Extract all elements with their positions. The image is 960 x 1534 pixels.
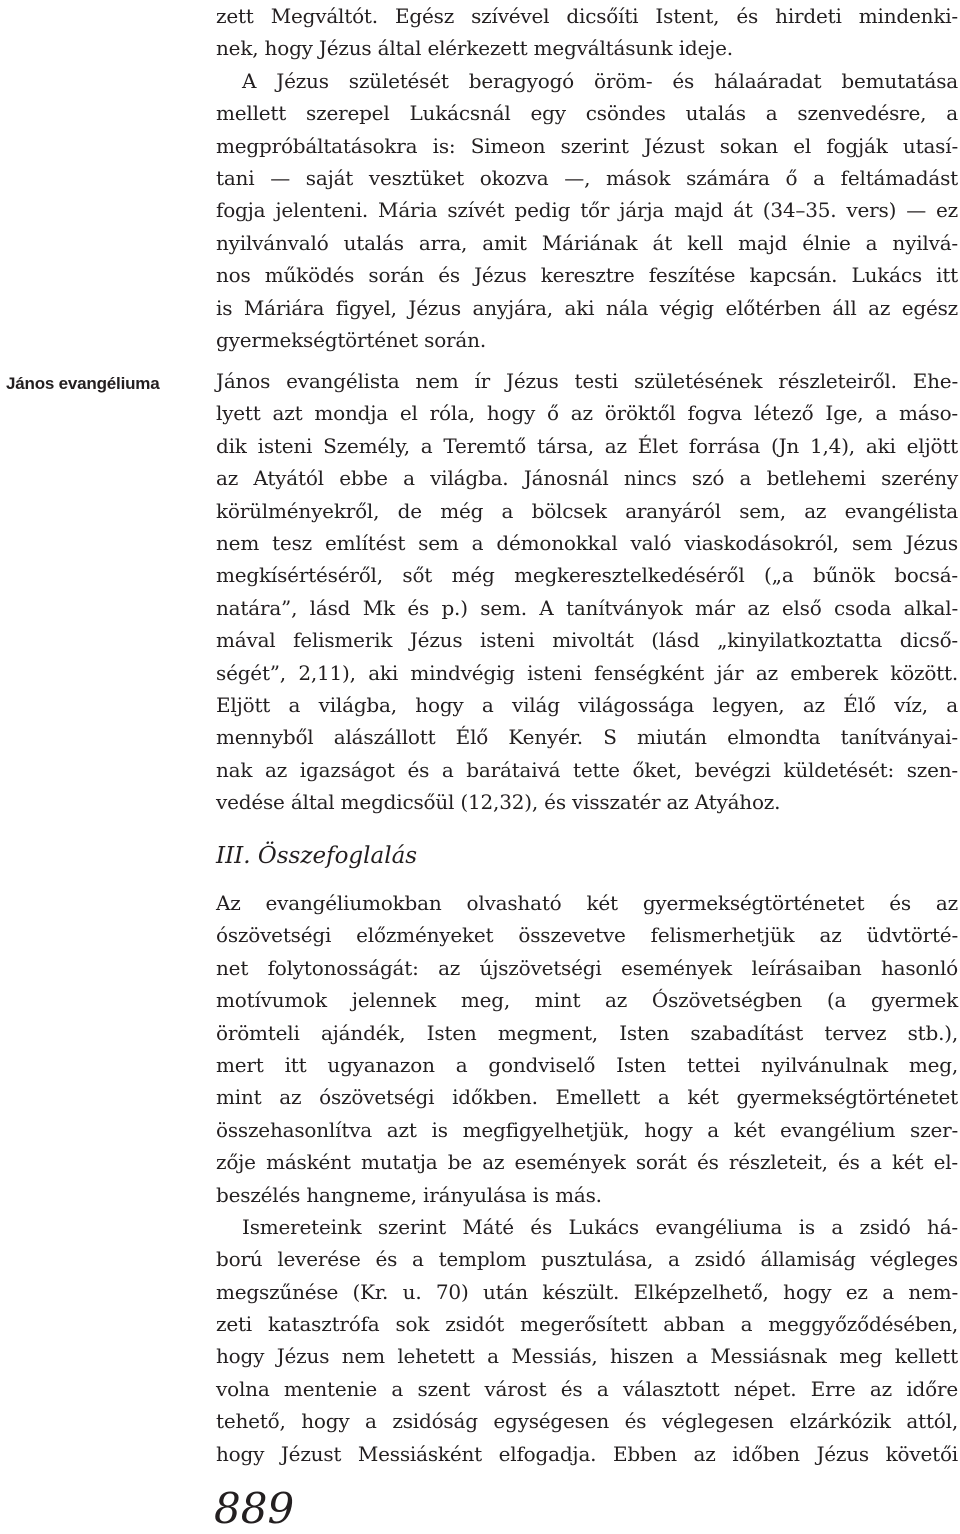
text-line: örömteli ajándék, Isten megment, Isten szabadítást tervez stb.),	[216, 1020, 958, 1045]
text-line: gyermekségtörténet során.	[216, 327, 486, 352]
text-line: zeti katasztrófa sok zsidót megerősített abban a meggyőződésében,	[216, 1312, 958, 1337]
text-line: nos működés során és Jézus keresztre feszítése kapcsán. Lukács itt	[216, 263, 958, 288]
text-line: megszűnése (Kr. u. 70) után készült. Elképzelhető, hogy ez a nem-	[216, 1279, 958, 1304]
text-line: hogy Jézust Messiásként elfogadja. Ebben az időben Jézus követői	[216, 1441, 958, 1466]
margin-heading: János evangéliuma	[6, 374, 160, 393]
text-line: A Jézus születését beragyogó öröm- és hálaáradat bemutatása	[242, 68, 958, 93]
text-line: dik isteni Személy, a Teremtő társa, az Élet forrása (Jn 1,4), aki eljött	[216, 433, 958, 458]
top-paragraphs	[216, 0, 958, 356]
text-line: mert itt ugyanazon a gondviselő Isten tettei nyilvánulnak meg,	[216, 1052, 958, 1077]
text-line: ború leverése és a templom pusztulása, a zsidó államiság végleges	[216, 1247, 958, 1272]
text-line: beszélés hangneme, irányulása is más.	[216, 1182, 602, 1207]
text-line: Az evangéliumokban olvasható két gyermekségtörténetet és az	[216, 891, 958, 915]
text-line: nem tesz említést sem a démonokkal való viaskodásokról, sem Jézus	[216, 530, 958, 555]
text-line: tani — saját vesztüket okozva —, mások számára ő a feltámadást	[216, 165, 958, 190]
text-line: megkísértéséről, sőt még megkeresztelkedéséről („a bűnök bocsá-	[216, 563, 958, 588]
text-line: megpróbáltatásokra is: Simeon szerint Jézust sokan el fogják utasí-	[216, 133, 958, 158]
text-line: ószövetségi előzményeket összevetve felismerhetjük az üdvtörté-	[216, 923, 958, 948]
text-line: is Máriára figyel, Jézus anyjára, aki nála végig előtérben áll az egész	[216, 295, 958, 320]
text-line: zője másként mutatja be az események sorát és részleteit, és a két el-	[216, 1150, 958, 1175]
text-line: fogja jelenteni. Mária szívét pedig tőr járja majd át (34–35. vers) — ez	[216, 198, 958, 223]
text-line: Ismereteink szerint Máté és Lukács evangéliuma is a zsidó há-	[242, 1214, 958, 1239]
text-line: ségét”, 2,11), aki mindvégig isteni fenségként jár az emberek között.	[216, 660, 958, 685]
section-title: III. Összefoglalás	[216, 843, 418, 869]
text-line: nak az igazságot és a barátaivá tette őket, bevégzi küldetését: szen-	[216, 757, 958, 782]
summary-paragraphs	[216, 887, 958, 1470]
text-line: volna mentenie a szent várost és a választott népet. Erre az időre	[216, 1376, 958, 1401]
text-line: tehető, hogy a zsidóság egységesen és véglegesen elzárkózik attól,	[216, 1409, 958, 1434]
text-line: motívumok jelennek meg, mint az Ószövetségben (a gyermek	[216, 988, 958, 1013]
text-line: János evangélista nem ír Jézus testi születésének részleteiről. Ehe-	[216, 369, 958, 393]
text-line: hogy Jézus nem lehetett a Messiás, hiszen a Messiásnak meg kellett	[216, 1344, 958, 1369]
john-paragraph	[216, 365, 958, 818]
text-line: mennyből alászállott Élő Kenyér. S miután elmondta tanítványai-	[216, 725, 958, 750]
text-line: Eljött a világba, hogy a világ világossága legyen, az Élő víz, a	[216, 692, 958, 717]
text-line: az Atyától ebbe a világba. Jánosnál nincs szó a betlehemi szerény	[216, 466, 958, 491]
text-line: mával felismerik Jézus isteni mivoltát (lásd „kinyilatkoztatta dicső-	[216, 628, 958, 653]
text-line: natára”, lásd Mk és p.) sem. A tanítványok már az első csoda alkal-	[216, 595, 958, 620]
text-line: mint az ószövetségi időkben. Emellett a két gyermekségtörténetet	[216, 1085, 958, 1110]
text-line: nyilvánvaló utalás arra, amit Máriának át kell majd élnie a nyilvá-	[216, 230, 958, 255]
text-line: nek, hogy Jézus által elérkezett megváltásunk ideje.	[216, 36, 733, 61]
text-line: összehasonlítva azt is megfigyelhetjük, hogy a két evangélium szer-	[216, 1117, 958, 1142]
text-line: körülményekről, de még a bölcsek aranyáról sem, az evangélista	[216, 498, 958, 523]
text-line: vedése által megdicsőül (12,32), és visszatér az Atyához.	[216, 790, 781, 815]
page-number: 889	[214, 1484, 295, 1533]
text-line: mellett szerepel Lukácsnál egy csöndes utalás a szenvedésre, a	[216, 101, 958, 126]
text-line: net folytonosságát: az újszövetségi események leírásaiban hasonló	[216, 955, 958, 980]
text-line: zett Megváltót. Egész szívével dicsőíti Istent, és hirdeti mindenki-	[216, 4, 958, 28]
text-line: lyett azt mondja el róla, hogy ő az öröktől fogva létező Ige, a máso-	[216, 401, 958, 426]
